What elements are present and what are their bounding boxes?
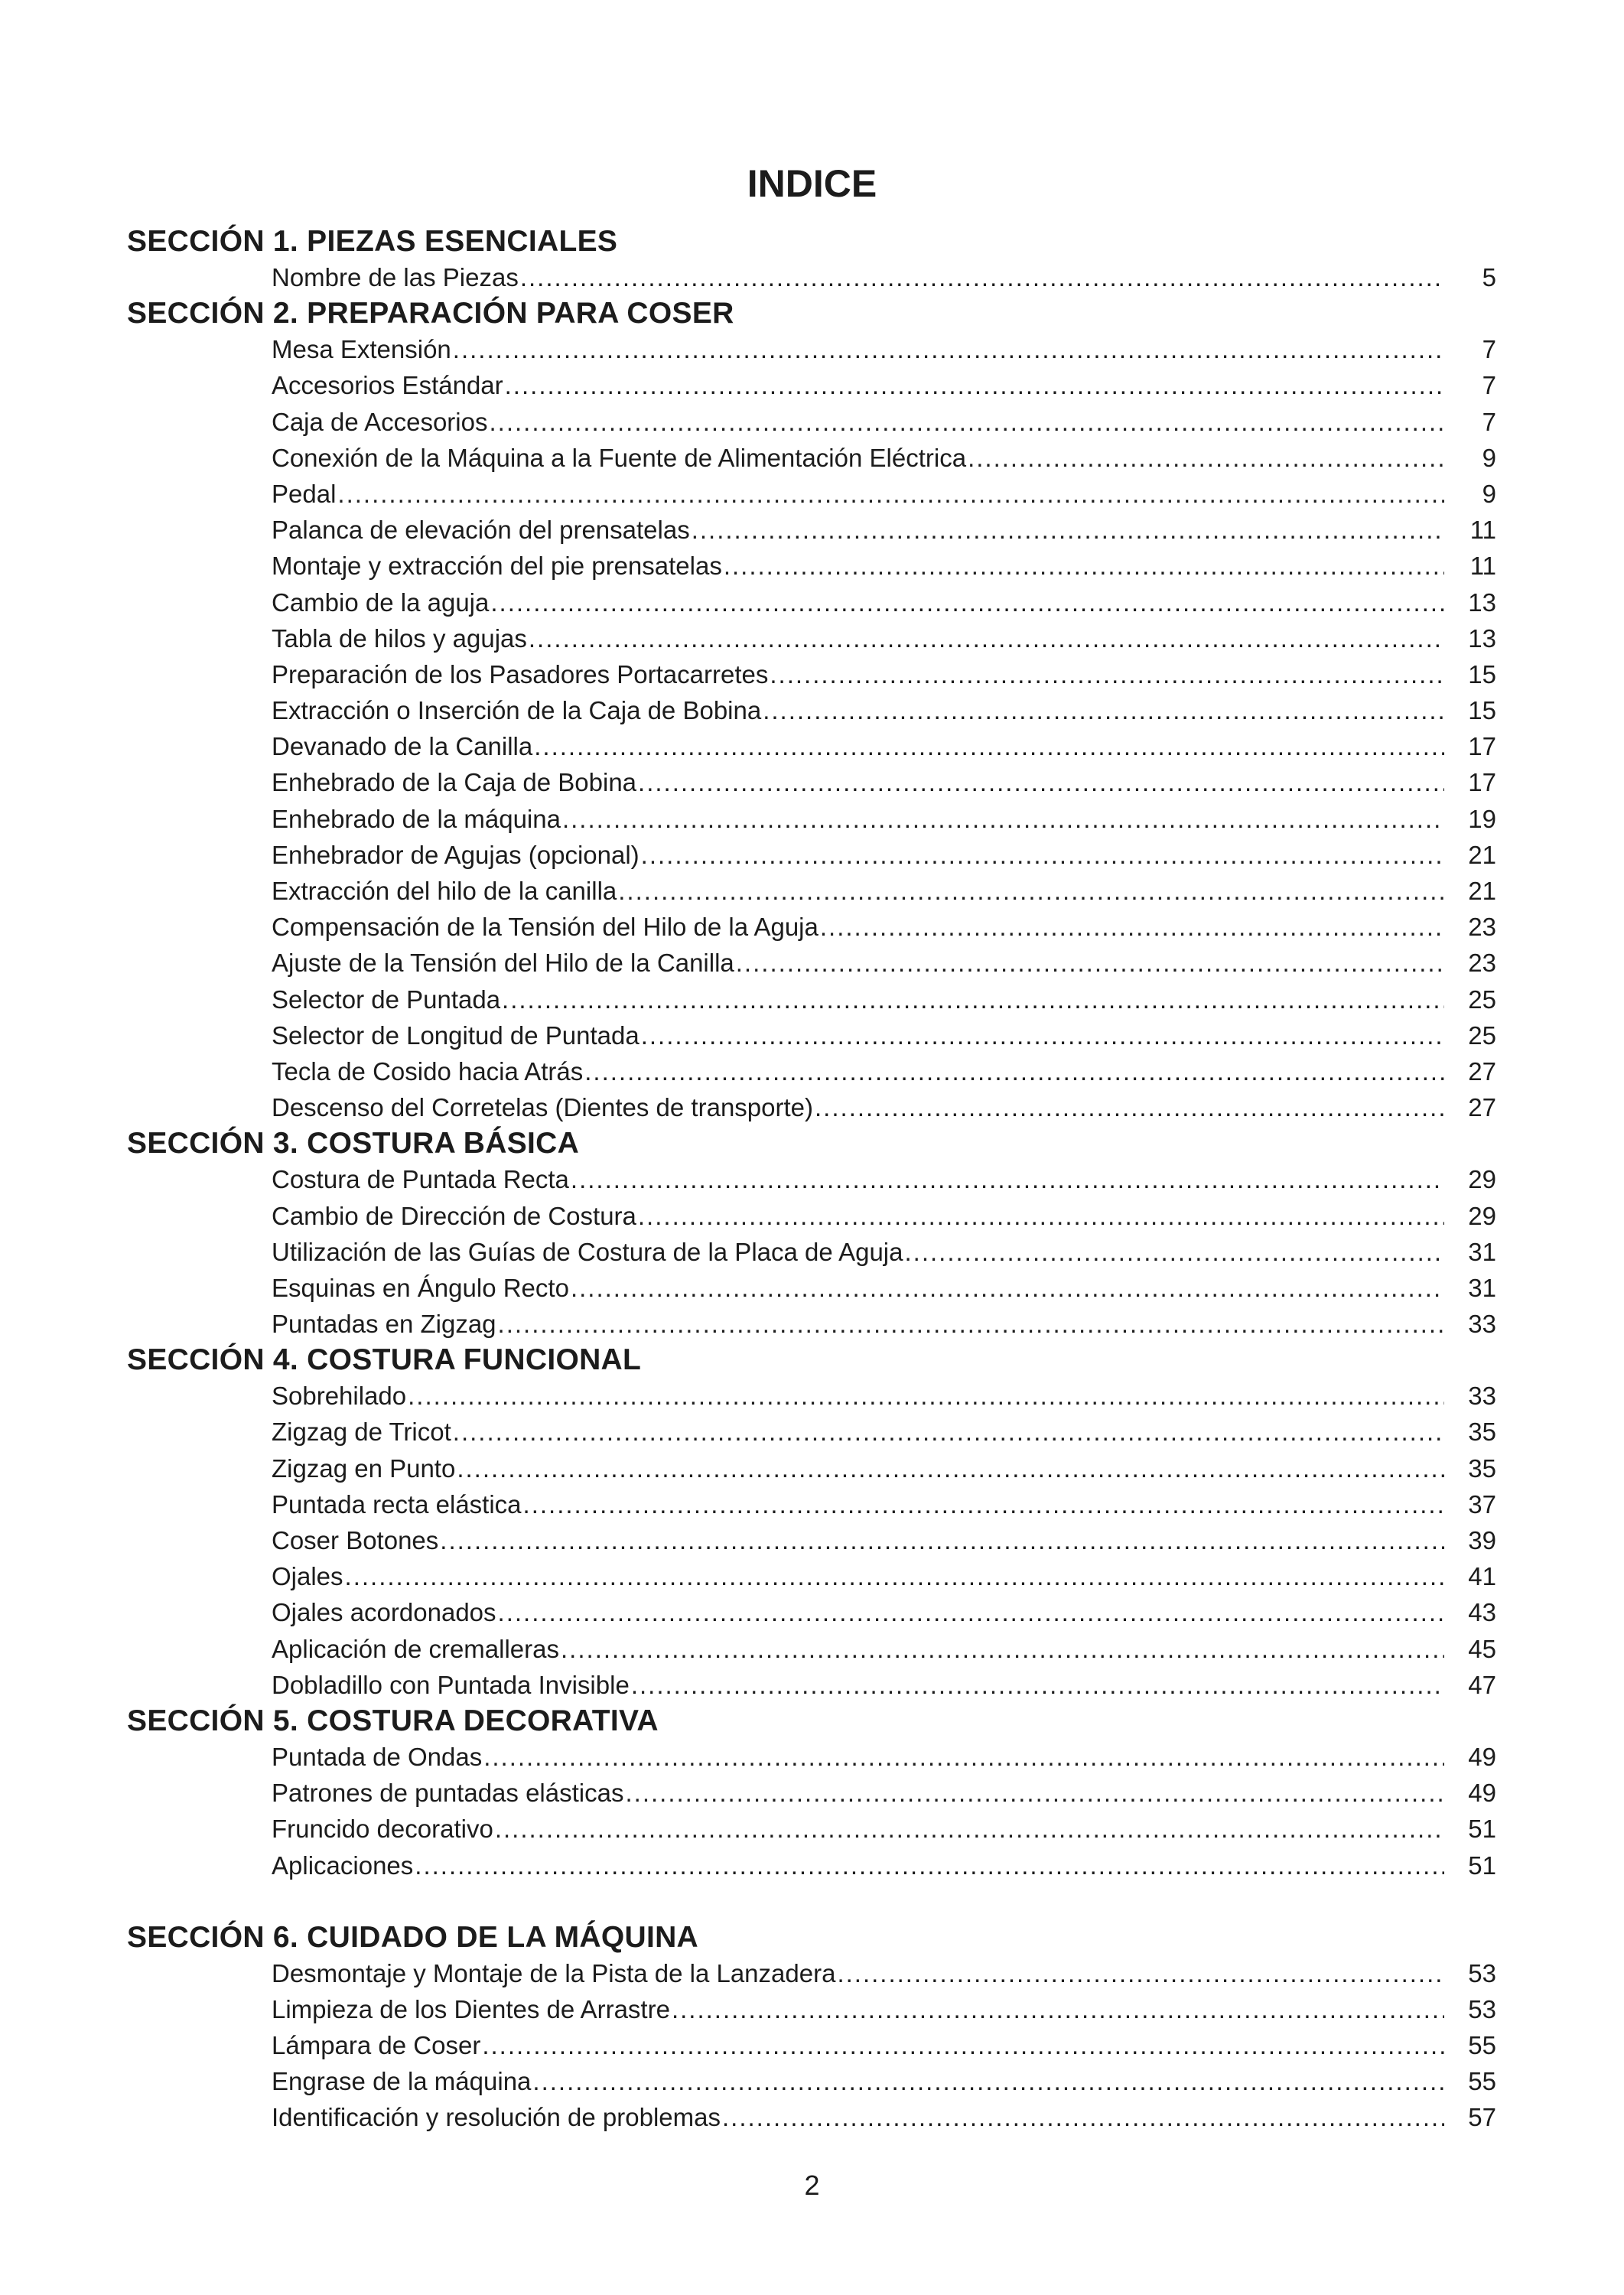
entry-page: 11 <box>1469 552 1496 581</box>
toc-entry[interactable] <box>272 404 1496 440</box>
section-title: SECCIÓN 5. COSTURA DECORATIVA <box>127 1704 659 1737</box>
entry-label: Limpieza de los Dientes de Arrastre <box>272 1994 670 2023</box>
entry-page: 23 <box>1468 949 1496 978</box>
entry-label: Montaje y extracción del pie prensatelas <box>272 552 722 581</box>
entry-page: 31 <box>1468 1237 1496 1266</box>
entry-page: 9 <box>1482 443 1496 472</box>
dot-leader <box>520 259 1444 295</box>
toc-entry[interactable] <box>272 2027 1496 2063</box>
entry-label: Ojales acordonados <box>272 1598 496 1627</box>
toc-entry[interactable] <box>272 512 1496 548</box>
entry-label: Preparación de los Pasadores Portacarretes <box>272 659 769 688</box>
dot-leader <box>529 620 1444 656</box>
toc-entry[interactable] <box>272 1558 1496 1594</box>
section-title: SECCIÓN 4. COSTURA FUNCIONAL <box>127 1343 642 1377</box>
entry-page: 27 <box>1468 1056 1496 1086</box>
entry-page: 25 <box>1468 985 1496 1014</box>
toc-entry[interactable] <box>272 1089 1496 1125</box>
toc-entry[interactable] <box>272 1414 1496 1450</box>
dot-leader <box>502 981 1444 1017</box>
entry-label: Cambio de Dirección de Costura <box>272 1201 636 1230</box>
entry-page: 7 <box>1482 371 1496 400</box>
dot-leader <box>724 548 1444 584</box>
entry-label: Mesa Extensión <box>272 335 451 364</box>
toc-entry[interactable] <box>272 1811 1496 1847</box>
entry-page: 33 <box>1468 1382 1496 1411</box>
dot-leader <box>904 1234 1444 1270</box>
toc-entry[interactable] <box>272 1450 1496 1486</box>
toc-entry[interactable] <box>272 945 1496 981</box>
dot-leader <box>457 1450 1444 1486</box>
toc-entry[interactable] <box>272 1631 1496 1667</box>
entry-label: Caja de Accesorios <box>272 407 488 436</box>
entry-page: 49 <box>1468 1742 1496 1771</box>
section-title: SECCIÓN 3. COSTURA BÁSICA <box>127 1127 580 1161</box>
toc-entry[interactable] <box>272 1378 1496 1414</box>
dot-leader <box>489 404 1444 440</box>
toc-entry[interactable] <box>272 909 1496 945</box>
dot-leader <box>672 1991 1444 2027</box>
entry-label: Enhebrado de la máquina <box>272 804 561 833</box>
entry-label: Desmontaje y Montaje de la Pista de la Lanzadera <box>272 1958 836 1987</box>
dot-leader <box>692 512 1444 548</box>
entry-label: Zigzag de Tricot <box>272 1418 451 1447</box>
entry-label: Accesorios Estándar <box>272 371 503 400</box>
dot-leader <box>498 1306 1444 1342</box>
entry-label: Conexión de la Máquina a la Fuente de Alimentación Eléctrica <box>272 443 967 472</box>
entry-page: 43 <box>1468 1598 1496 1627</box>
entry-label: Enhebrador de Agujas (opcional) <box>272 840 640 869</box>
entry-label: Selector de Puntada <box>272 985 501 1014</box>
entry-label: Sobrehilado <box>272 1382 407 1411</box>
dot-leader <box>561 1631 1444 1667</box>
dot-leader <box>584 1053 1444 1089</box>
entry-page: 15 <box>1468 696 1496 725</box>
dot-leader <box>337 476 1444 512</box>
entry-label: Costura de Puntada Recta <box>272 1165 569 1194</box>
entry-page: 25 <box>1468 1021 1496 1050</box>
toc-entry[interactable] <box>272 1522 1496 1558</box>
entry-page: 35 <box>1468 1418 1496 1447</box>
entry-label: Tabla de hilos y agujas <box>272 623 527 653</box>
dot-leader <box>770 656 1444 692</box>
section-title: SECCIÓN 1. PIEZAS ESENCIALES <box>127 225 618 258</box>
dot-leader <box>453 1414 1444 1450</box>
entry-page: 53 <box>1468 1958 1496 1987</box>
dot-leader <box>736 945 1444 981</box>
dot-leader <box>345 1558 1444 1594</box>
section-title: SECCIÓN 6. CUIDADO DE LA MÁQUINA <box>127 1920 699 1954</box>
entry-label: Fruncido decorativo <box>272 1815 493 1844</box>
entry-page: 51 <box>1468 1815 1496 1844</box>
dot-leader <box>641 837 1444 873</box>
toc-entry[interactable] <box>272 1486 1496 1522</box>
toc-entry[interactable] <box>272 1847 1496 1883</box>
entry-page: 21 <box>1468 840 1496 869</box>
entry-label: Nombre de las Piezas <box>272 263 519 291</box>
toc-entry[interactable] <box>272 2099 1496 2135</box>
toc-entry[interactable] <box>272 1991 1496 2027</box>
entry-page: 53 <box>1468 1994 1496 2023</box>
dot-leader <box>820 909 1444 945</box>
entry-label: Extracción o Inserción de la Caja de Bobina <box>272 696 762 725</box>
toc-entry[interactable] <box>272 981 1496 1017</box>
entry-label: Patrones de puntadas elásticas <box>272 1779 624 1808</box>
entry-page: 31 <box>1468 1273 1496 1302</box>
toc-entry[interactable] <box>272 1161 1496 1197</box>
dot-leader <box>571 1161 1444 1197</box>
entry-page: 27 <box>1468 1093 1496 1122</box>
toc-entry[interactable] <box>272 656 1496 692</box>
toc-entry[interactable] <box>272 692 1496 728</box>
entry-label: Zigzag en Punto <box>272 1454 456 1483</box>
entry-label: Ojales <box>272 1562 343 1591</box>
dot-leader <box>498 1594 1444 1630</box>
entry-label: Pedal <box>272 479 337 508</box>
entry-label: Aplicación de cremalleras <box>272 1634 560 1663</box>
entry-page: 51 <box>1468 1851 1496 1880</box>
entry-page: 19 <box>1468 804 1496 833</box>
dot-leader <box>408 1378 1444 1414</box>
toc-entry[interactable] <box>272 873 1496 909</box>
entry-page: 7 <box>1482 407 1496 436</box>
entry-label: Engrase de la máquina <box>272 2067 532 2096</box>
toc-entry[interactable] <box>272 1017 1496 1053</box>
dot-leader <box>631 1667 1444 1703</box>
dot-leader <box>534 728 1444 764</box>
dot-leader <box>968 440 1444 476</box>
dot-leader <box>532 2063 1444 2099</box>
entry-label: Palanca de elevación del prensatelas <box>272 516 690 545</box>
entry-page: 57 <box>1468 2103 1496 2132</box>
entry-label: Extracción del hilo de la canilla <box>272 877 617 905</box>
entry-label: Descenso del Corretelas (Dientes de transporte) <box>272 1093 814 1122</box>
entry-label: Enhebrado de la Caja de Bobina <box>272 768 637 797</box>
entry-page: 33 <box>1468 1310 1496 1339</box>
dot-leader <box>483 1739 1444 1775</box>
entry-page: 49 <box>1468 1779 1496 1808</box>
entry-page: 17 <box>1468 732 1496 761</box>
entry-label: Identificación y resolución de problemas <box>272 2103 721 2132</box>
toc-entry[interactable] <box>272 2063 1496 2099</box>
entry-label: Selector de Longitud de Puntada <box>272 1021 640 1050</box>
toc-entry[interactable] <box>272 476 1496 512</box>
entry-page: 5 <box>1482 263 1496 291</box>
entry-label: Aplicaciones <box>272 1851 414 1880</box>
toc-entry[interactable] <box>272 1306 1496 1342</box>
entry-page: 13 <box>1468 623 1496 653</box>
dot-leader <box>562 801 1444 837</box>
entry-label: Esquinas en Ángulo Recto <box>272 1273 569 1302</box>
entry-page: 45 <box>1468 1634 1496 1663</box>
entry-label: Coser Botones <box>272 1526 439 1554</box>
dot-leader <box>763 692 1444 728</box>
dot-leader <box>625 1775 1444 1811</box>
dot-leader <box>638 764 1444 800</box>
entry-label: Puntada de Ondas <box>272 1742 483 1771</box>
entry-page: 55 <box>1468 2067 1496 2096</box>
page-number: 2 <box>804 2170 820 2201</box>
section-title: SECCIÓN 2. PREPARACIÓN PARA COSER <box>127 297 734 330</box>
toc-entry[interactable] <box>272 801 1496 837</box>
toc-entry[interactable] <box>272 259 1496 295</box>
dot-leader <box>641 1017 1444 1053</box>
toc-entry[interactable] <box>272 1198 1496 1234</box>
entry-label: Utilización de las Guías de Costura de la Placa de Aguja <box>272 1237 903 1266</box>
dot-leader <box>495 1811 1444 1847</box>
toc-entry[interactable] <box>272 331 1496 367</box>
entry-label: Puntada recta elástica <box>272 1489 522 1519</box>
toc-entry[interactable] <box>272 1775 1496 1811</box>
dot-leader <box>618 873 1444 909</box>
entry-page: 47 <box>1468 1670 1496 1699</box>
toc-entry[interactable] <box>272 764 1496 800</box>
toc-entry[interactable] <box>272 1739 1496 1775</box>
entry-label: Compensación de la Tensión del Hilo de la Aguja <box>272 913 819 942</box>
toc-entry[interactable] <box>272 1234 1496 1270</box>
entry-page: 39 <box>1468 1526 1496 1554</box>
entry-label: Cambio de la aguja <box>272 588 490 617</box>
toc-entry[interactable] <box>272 620 1496 656</box>
entry-label: Dobladillo con Puntada Invisible <box>272 1670 630 1699</box>
entry-page: 37 <box>1468 1489 1496 1519</box>
toc-entry[interactable] <box>272 548 1496 584</box>
dot-leader <box>523 1486 1444 1522</box>
toc-entry[interactable] <box>272 728 1496 764</box>
toc-entry[interactable] <box>272 1955 1496 1991</box>
dot-leader <box>571 1270 1444 1306</box>
entry-label: Puntadas en Zigzag <box>272 1310 496 1339</box>
dot-leader <box>490 584 1444 620</box>
dot-leader <box>722 2099 1444 2135</box>
entry-page: 7 <box>1482 335 1496 364</box>
dot-leader <box>815 1089 1444 1125</box>
table-of-contents <box>127 223 1496 2136</box>
entry-page: 29 <box>1468 1201 1496 1230</box>
toc-entry[interactable] <box>272 1667 1496 1703</box>
entry-page: 41 <box>1468 1562 1496 1591</box>
dot-leader <box>482 2027 1444 2063</box>
entry-page: 17 <box>1468 768 1496 797</box>
entry-page: 29 <box>1468 1165 1496 1194</box>
dot-leader <box>453 331 1444 367</box>
toc-entry[interactable] <box>272 440 1496 476</box>
entry-page: 55 <box>1468 2031 1496 2060</box>
dot-leader <box>415 1847 1444 1883</box>
entry-label: Ajuste de la Tensión del Hilo de la Canilla <box>272 949 734 978</box>
toc-entry[interactable] <box>272 1270 1496 1306</box>
toc-entry[interactable] <box>272 367 1496 403</box>
dot-leader <box>837 1955 1444 1991</box>
entry-page: 23 <box>1468 913 1496 942</box>
entry-label: Lámpara de Coser <box>272 2031 481 2060</box>
entry-page: 11 <box>1469 516 1496 545</box>
entry-page: 9 <box>1482 479 1496 508</box>
toc-entry[interactable] <box>272 1594 1496 1630</box>
entry-page: 15 <box>1468 659 1496 688</box>
toc-entry[interactable] <box>272 837 1496 873</box>
dot-leader <box>638 1198 1444 1234</box>
entry-page: 13 <box>1468 588 1496 617</box>
entry-label: Devanado de la Canilla <box>272 732 533 761</box>
page-title: INDICE <box>747 162 877 205</box>
toc-entry[interactable] <box>272 584 1496 620</box>
dot-leader <box>440 1522 1444 1558</box>
entry-page: 35 <box>1468 1454 1496 1483</box>
entry-page: 21 <box>1468 877 1496 905</box>
toc-entry[interactable] <box>272 1053 1496 1089</box>
dot-leader <box>505 367 1444 403</box>
entry-label: Tecla de Cosido hacia Atrás <box>272 1056 584 1086</box>
